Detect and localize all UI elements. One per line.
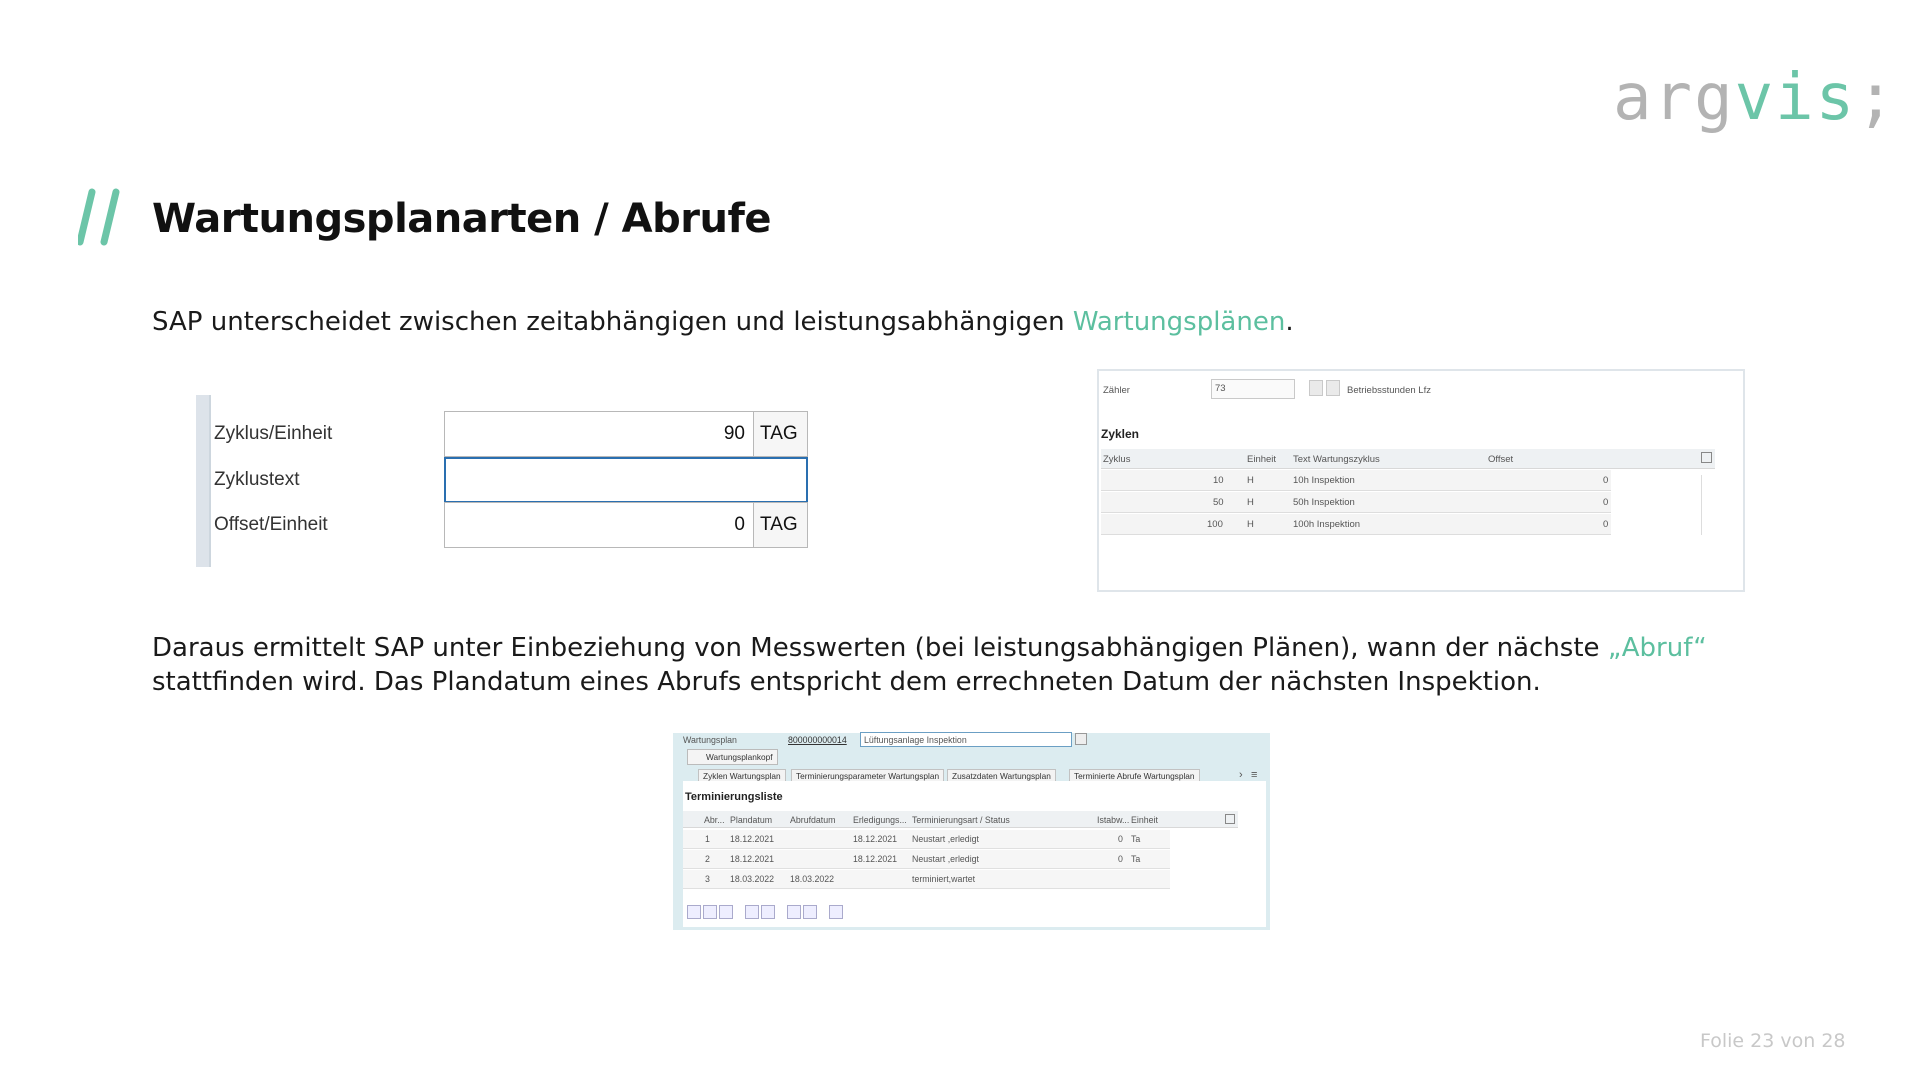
tab-zusatzdaten[interactable]: Zusatzdaten Wartungsplan (947, 769, 1056, 783)
offset-value-field[interactable]: 0 (444, 502, 754, 548)
cycle-text-field[interactable] (444, 457, 808, 503)
abruf-link[interactable]: „Abruf“ (1607, 633, 1707, 663)
offset-unit-label: Offset/Einheit (214, 514, 328, 535)
table-header (1101, 449, 1715, 469)
cycle-unit-field[interactable]: TAG (753, 411, 808, 457)
scheduling-list-title: Terminierungsliste (685, 791, 783, 803)
abruf-paragraph: Daraus ermittelt SAP unter Einbeziehung von Messwerten (bei leistungsabhängigen Plänen), wann der nächste „Abruf“ stattfinden wird. Das Plandatum eines Abrufs entspricht dem errechneten Datum der nächsten Inspektion. (152, 633, 1707, 697)
tab-zyklen[interactable]: Zyklen Wartungsplan (698, 769, 786, 783)
column-header: Einheit (1131, 815, 1158, 825)
table-row[interactable]: 100 H 100h Inspektion 0 (1101, 514, 1611, 535)
cycle-unit-label: Zyklus/Einheit (214, 423, 333, 444)
plan-header-button[interactable]: Wartungsplankopf (687, 749, 778, 765)
page-title: Wartungsplanarten / Abrufe (152, 196, 771, 242)
column-header: Erledigungs... (853, 815, 907, 825)
slide-number: Folie 23 von 28 (1700, 1030, 1846, 1052)
form-side-bar (196, 395, 211, 567)
plan-label: Wartungsplan (683, 735, 737, 745)
table-row[interactable]: 50 H 50h Inspektion 0 (1101, 492, 1611, 513)
column-header: Einheit (1247, 454, 1277, 465)
sort-icon[interactable] (719, 905, 733, 919)
cycles-screenshot (1097, 369, 1745, 592)
double-slash-icon (78, 188, 128, 246)
binoculars-icon[interactable] (1309, 380, 1323, 396)
flag-outline-icon[interactable] (829, 905, 843, 919)
scheduling-toolbar (687, 903, 847, 921)
refresh-icon[interactable] (745, 905, 759, 919)
menu-icon[interactable]: ≡ (1251, 769, 1258, 781)
table-settings-icon[interactable] (1225, 814, 1235, 824)
scheduling-list-screenshot (673, 733, 1270, 930)
tab-terminierte-abrufe[interactable]: Terminierte Abrufe Wartungsplan (1069, 769, 1200, 783)
plan-number[interactable]: 800000000014 (788, 735, 847, 745)
edit-icon[interactable] (1075, 733, 1087, 745)
table-row[interactable]: 3 18.03.2022 18.03.2022 terminiert,wartet (683, 870, 1170, 889)
cycle-text-label: Zyklustext (214, 469, 300, 490)
counter-description: Betriebsstunden Lfz (1347, 385, 1431, 396)
column-header: Text Wartungszyklus (1293, 454, 1380, 465)
table-settings-icon[interactable] (1701, 452, 1712, 463)
column-header: Terminierungsart / Status (912, 815, 1010, 825)
copy-icon[interactable] (761, 905, 775, 919)
counter-field[interactable]: 73 (1211, 379, 1295, 399)
column-header: Zyklus (1103, 454, 1131, 465)
cycle-form-screenshot (196, 395, 808, 567)
cycles-section-title: Zyklen (1101, 427, 1140, 441)
plan-description-field[interactable]: Lüftungsanlage Inspektion (860, 732, 1072, 747)
offset-unit-field[interactable]: TAG (753, 502, 808, 548)
chevron-right-icon[interactable]: › (1239, 769, 1243, 781)
column-header: Abr... (704, 815, 725, 825)
tab-terminierungsparameter[interactable]: Terminierungsparameter Wartungsplan (791, 769, 944, 783)
table-row[interactable]: 10 H 10h Inspektion 0 (1101, 470, 1611, 491)
info-icon[interactable] (1326, 380, 1340, 396)
cycle-value-field[interactable]: 90 (444, 411, 754, 457)
column-header: Plandatum (730, 815, 773, 825)
column-header: Istabw... (1097, 815, 1130, 825)
argvis-logo: argvis; (1613, 61, 1897, 135)
column-header: Offset (1488, 454, 1514, 465)
column-header: Abrufdatum (790, 815, 836, 825)
table-scrollbar[interactable] (1701, 475, 1709, 535)
wartungsplaene-link[interactable]: Wartungsplänen (1072, 307, 1286, 337)
table-row[interactable]: 2 18.12.2021 18.12.2021 Neustart ,erledigt 0 Ta (683, 850, 1170, 869)
intro-paragraph: SAP unterscheidet zwischen zeitabhängigen und leistungsabhängigen Wartungsplänen. (152, 307, 1294, 337)
flag-icon[interactable] (687, 905, 701, 919)
glasses-icon[interactable] (803, 905, 817, 919)
table-row[interactable]: 1 18.12.2021 18.12.2021 Neustart ,erledigt 0 Ta (683, 830, 1170, 849)
table-header (683, 811, 1238, 828)
document-icon[interactable] (787, 905, 801, 919)
check-icon[interactable] (703, 905, 717, 919)
counter-label: Zähler (1103, 385, 1130, 396)
